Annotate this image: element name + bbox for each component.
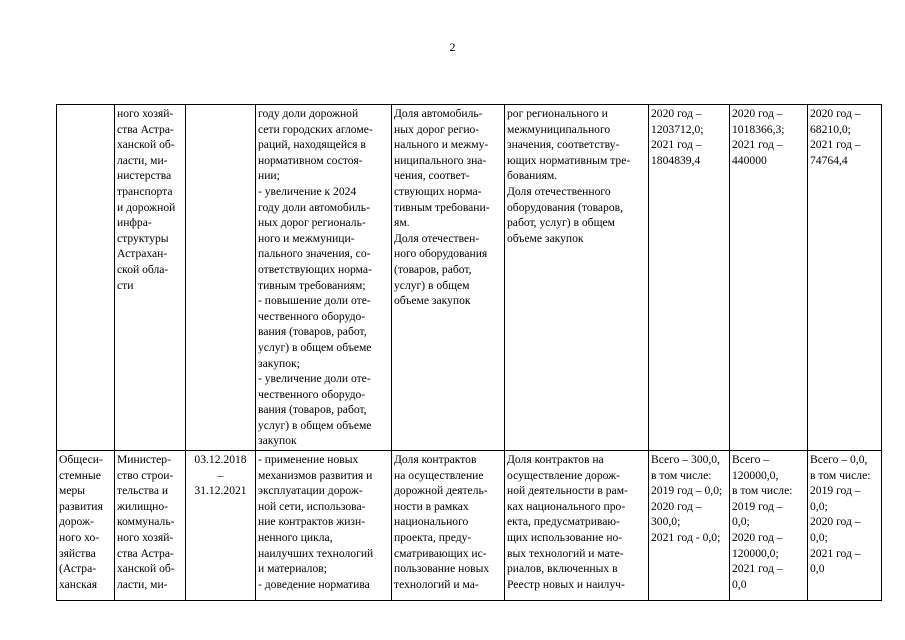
measure-name-cell: Общеси- стемные меры развития дорож- ного хо- зяйства (Астра- ханская [57, 451, 115, 601]
responsible-executor-cell: Министер- ство строи- тельства и жилищно- коммуналь- ного хозяй- ства Астра- ханской об- ласти, ми- [115, 451, 186, 601]
indicator-detail-cell: Доля контрактов на осуществление дорож- ной деятельности в рам- ках национального про- екта, предусматриваю- щих использование но- вых технологий и мате- риалов, включенных в Реестр новых и наилуч- [505, 451, 649, 601]
funding-cell-1: 2020 год – 1203712,0; 2021 год – 1804839,4 [649, 105, 730, 451]
funding-cell-3: Всего – 0,0, в том числе: 2019 год – 0,0; 2020 год – 0,0; 2021 год – 0,0 [808, 451, 882, 601]
funding-cell-2: 2020 год – 1018366,3; 2021 год – 440000 [730, 105, 808, 451]
expected-result-cell: году доли дорожной сети городских агломе- раций, находящейся в нормативном состоя- нии; - увеличение к 2024 году доли автомобиль- ных дорог региональ- ного и межмуници- пального значения, со- ответствующих норма- тивным требованиям; - повышение доли оте- чественного оборудо- вания (товаров, работ, услуг) в общем объеме закупок; - увеличение доли оте- чественного оборудо- вания (товаров, работ, услуг) в общем объеме закупок [256, 105, 392, 451]
measure-name-cell [57, 105, 115, 451]
funding-cell-1: Всего – 300,0, в том числе: 2019 год – 0,0; 2020 год – 300,0; 2021 год - 0,0; [649, 451, 730, 601]
measures-table [56, 104, 882, 601]
page-number: 2 [449, 40, 456, 54]
responsible-executor-cell: ного хозяй- ства Астра- ханской об- ласти, ми- нистерства транспорта и дорожной инфра- структуры Астрахан- ской обла- сти [115, 105, 186, 451]
indicator-detail-cell: рог регионального и межмуниципального значения, соответству- ющих нормативным тре- бованиям. Доля отечественного оборудования (товаров, работ, услуг) в общем объеме закупок [505, 105, 649, 451]
indicator-cell: Доля контрактов на осуществление дорожной деятель- ности в рамках национального проекта, преду- сматривающих ис- пользование новых технологий и ма- [392, 451, 505, 601]
funding-cell-3: 2020 год – 68210,0; 2021 год – 74764,4 [808, 105, 882, 451]
funding-cell-2: Всего – 120000,0, в том числе: 2019 год – 0,0; 2020 год – 120000,0; 2021 год – 0,0 [730, 451, 808, 601]
indicator-cell: Доля автомобиль- ных дорог регио- нального и межму- ниципального зна- чения, соответ- ствующих норма- тивным требовани- ям. Доля отечествен- ного оборудования (товаров, работ, услуг) в общем объеме закупок [392, 105, 505, 451]
expected-result-cell: - применение новых механизмов развития и эксплуатации дорож- ной сети, использова- ние контрактов жизн- ненного цикла, наилучших технологий и материалов; - доведение норматива [256, 451, 392, 601]
table-row [57, 451, 882, 601]
period-cell [186, 105, 256, 451]
period-cell: 03.12.2018 – 31.12.2021 [186, 451, 256, 601]
table-row [57, 105, 882, 451]
